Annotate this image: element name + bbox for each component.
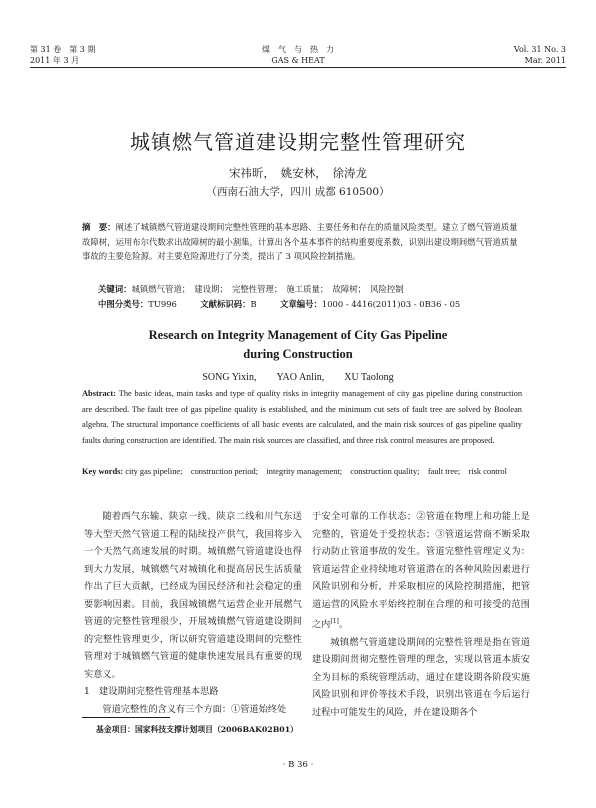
doc-code-label: 文献标识码： xyxy=(200,299,251,309)
abstract-cn-label: 摘 要： xyxy=(82,222,116,232)
keywords-en-label: Key words: xyxy=(82,467,124,476)
abstract-cn xyxy=(82,220,520,264)
keywords-en xyxy=(82,464,522,480)
article-no-label: 文章编号： xyxy=(279,299,322,309)
authors-en: SONG Yixin, YAO Anlin, XU Taolong xyxy=(202,372,394,383)
journal-name-cn: 煤 气 与 热 力 xyxy=(262,45,334,54)
keywords-cn-label: 关键词： xyxy=(98,284,132,294)
doc-code-value: B xyxy=(250,299,257,309)
running-header-right xyxy=(514,44,566,66)
running-header-center xyxy=(0,44,596,66)
paper-title-cn: 城镇燃气管道建设期完整性管理研究 xyxy=(130,130,466,154)
volume-issue-cn: 第 31 卷 第 3 期 xyxy=(30,45,96,54)
paper-title-en-line1: Research on Integrity Management of City Gas Pipeline xyxy=(148,328,448,342)
citation-ref: [1] xyxy=(330,618,339,625)
article-no-value: 1000 - 4416(2011)03 - 0B36 - 05 xyxy=(321,299,461,309)
funding-footnote: 基金项目：国家科技支撑计划项目（2006BAK02B01） xyxy=(96,725,298,734)
header-rule xyxy=(30,67,566,68)
paper-title-en-line2: during Construction xyxy=(243,347,353,361)
section-heading-1: 1 建设期间完整性管理基本思路 xyxy=(84,686,219,697)
keywords-en-text: city gas pipeline; construction period; integrity management; construction quality; fault tree; risk control xyxy=(125,467,507,476)
keywords-cn xyxy=(98,282,528,296)
keywords-cn-text: 城镇燃气管道； 建设期； 完整性管理； 施工质量； 故障树； 风险控制 xyxy=(131,284,404,294)
abstract-en xyxy=(82,386,522,448)
date-en: Mar. 2011 xyxy=(524,56,566,65)
section-1-paragraph: 管道完整性的含义有三个方面：①管道始终处 xyxy=(102,703,287,715)
body-column-right xyxy=(312,508,530,721)
volume-issue-en: Vol. 31 No. 3 xyxy=(513,45,566,54)
date-cn: 2011 年 3 月 xyxy=(30,56,80,65)
body-column-left xyxy=(84,508,302,718)
clc-value: TU996 xyxy=(148,299,177,309)
affiliation-cn: （西南石油大学，四川 成都 610500） xyxy=(206,186,390,198)
classification-line xyxy=(98,297,528,311)
abstract-en-text: The basic ideas, main tasks and type of quality risks in integrity management of city gas pipeline during construction are described. The fault tree of gas pipeline quality is established, and the minimum cut sets of fault tree are solved by Boolean algebra. The structural importance coefficients of all basic events are calculated, and the main risk sources of gas pipeline quality faults during construction are identified. The main risk sources are classified, and three risk control measures are proposed. xyxy=(82,389,523,445)
clc-label: 中图分类号： xyxy=(98,299,149,309)
construction-period-paragraph: 城镇燃气管道建设期间的完整性管理是指在管道建设期间贯彻完整性管理的理念，实现以管道本质安全为目标的系统管理活动，通过在建设期各阶段实施风险识别和评价等技术手段，识别出管道在今后运行过程中可能发生的风险，并在建设期各个 xyxy=(312,636,530,718)
journal-name-en: GAS & HEAT xyxy=(271,56,325,65)
definition-end: 。 xyxy=(338,619,349,631)
abstract-en-label: Abstract: xyxy=(82,389,116,398)
definition-paragraph xyxy=(312,508,530,634)
page-number: · B 36 · xyxy=(282,760,314,770)
authors-cn: 宋祎昕， 姚安林， 徐涛龙 xyxy=(229,166,367,180)
definition-text: 于安全可靠的工作状态；②管道在物理上和功能上是完整的，管道处于受控状态；③管道运营商不断采取行动防止管道事故的发生。管道完整性管理定义为：管道运营企业持续地对管道潜在的各种风险因素进行风险识别和分析，并采取相应的风险控制措施，把管道运营的风险水平始终控制在合理的和可接受的范围之内 xyxy=(312,511,530,631)
footnote-rule xyxy=(82,717,170,718)
intro-paragraph: 随着西气东输、陕京一线、陕京二线和川气东送等大型天然气管道工程的陆续投产供气，我国将步入一个天然气高速发展的时期。城镇燃气管道建设也得到大力发展，城镇燃气对城镇化和提高居民生活质量作出了巨大贡献，已经成为国民经济和社会稳定的重要影响因素。目前，我国城镇燃气运营企业开展燃气管道的完整性管理很少，开展城镇燃气管道建设期间的完整性管理更少，所以研究管道建设期间的完整性管理对于城镇燃气管道的健康快速发展具有重要的现实意义。 xyxy=(84,511,302,680)
abstract-cn-text: 阐述了城镇燃气管道建设期间完整性管理的基本思路、主要任务和存在的质量风险类型。建立了燃气管道质量故障树，运用布尔代数求出故障树的最小割集，计算出各个基本事件的结构重要度系数，识别出建设期间燃气管道质量事故的主要危险源。对主要危险源进行了分类，提出了 3 项风险控制措施。 xyxy=(82,222,518,261)
